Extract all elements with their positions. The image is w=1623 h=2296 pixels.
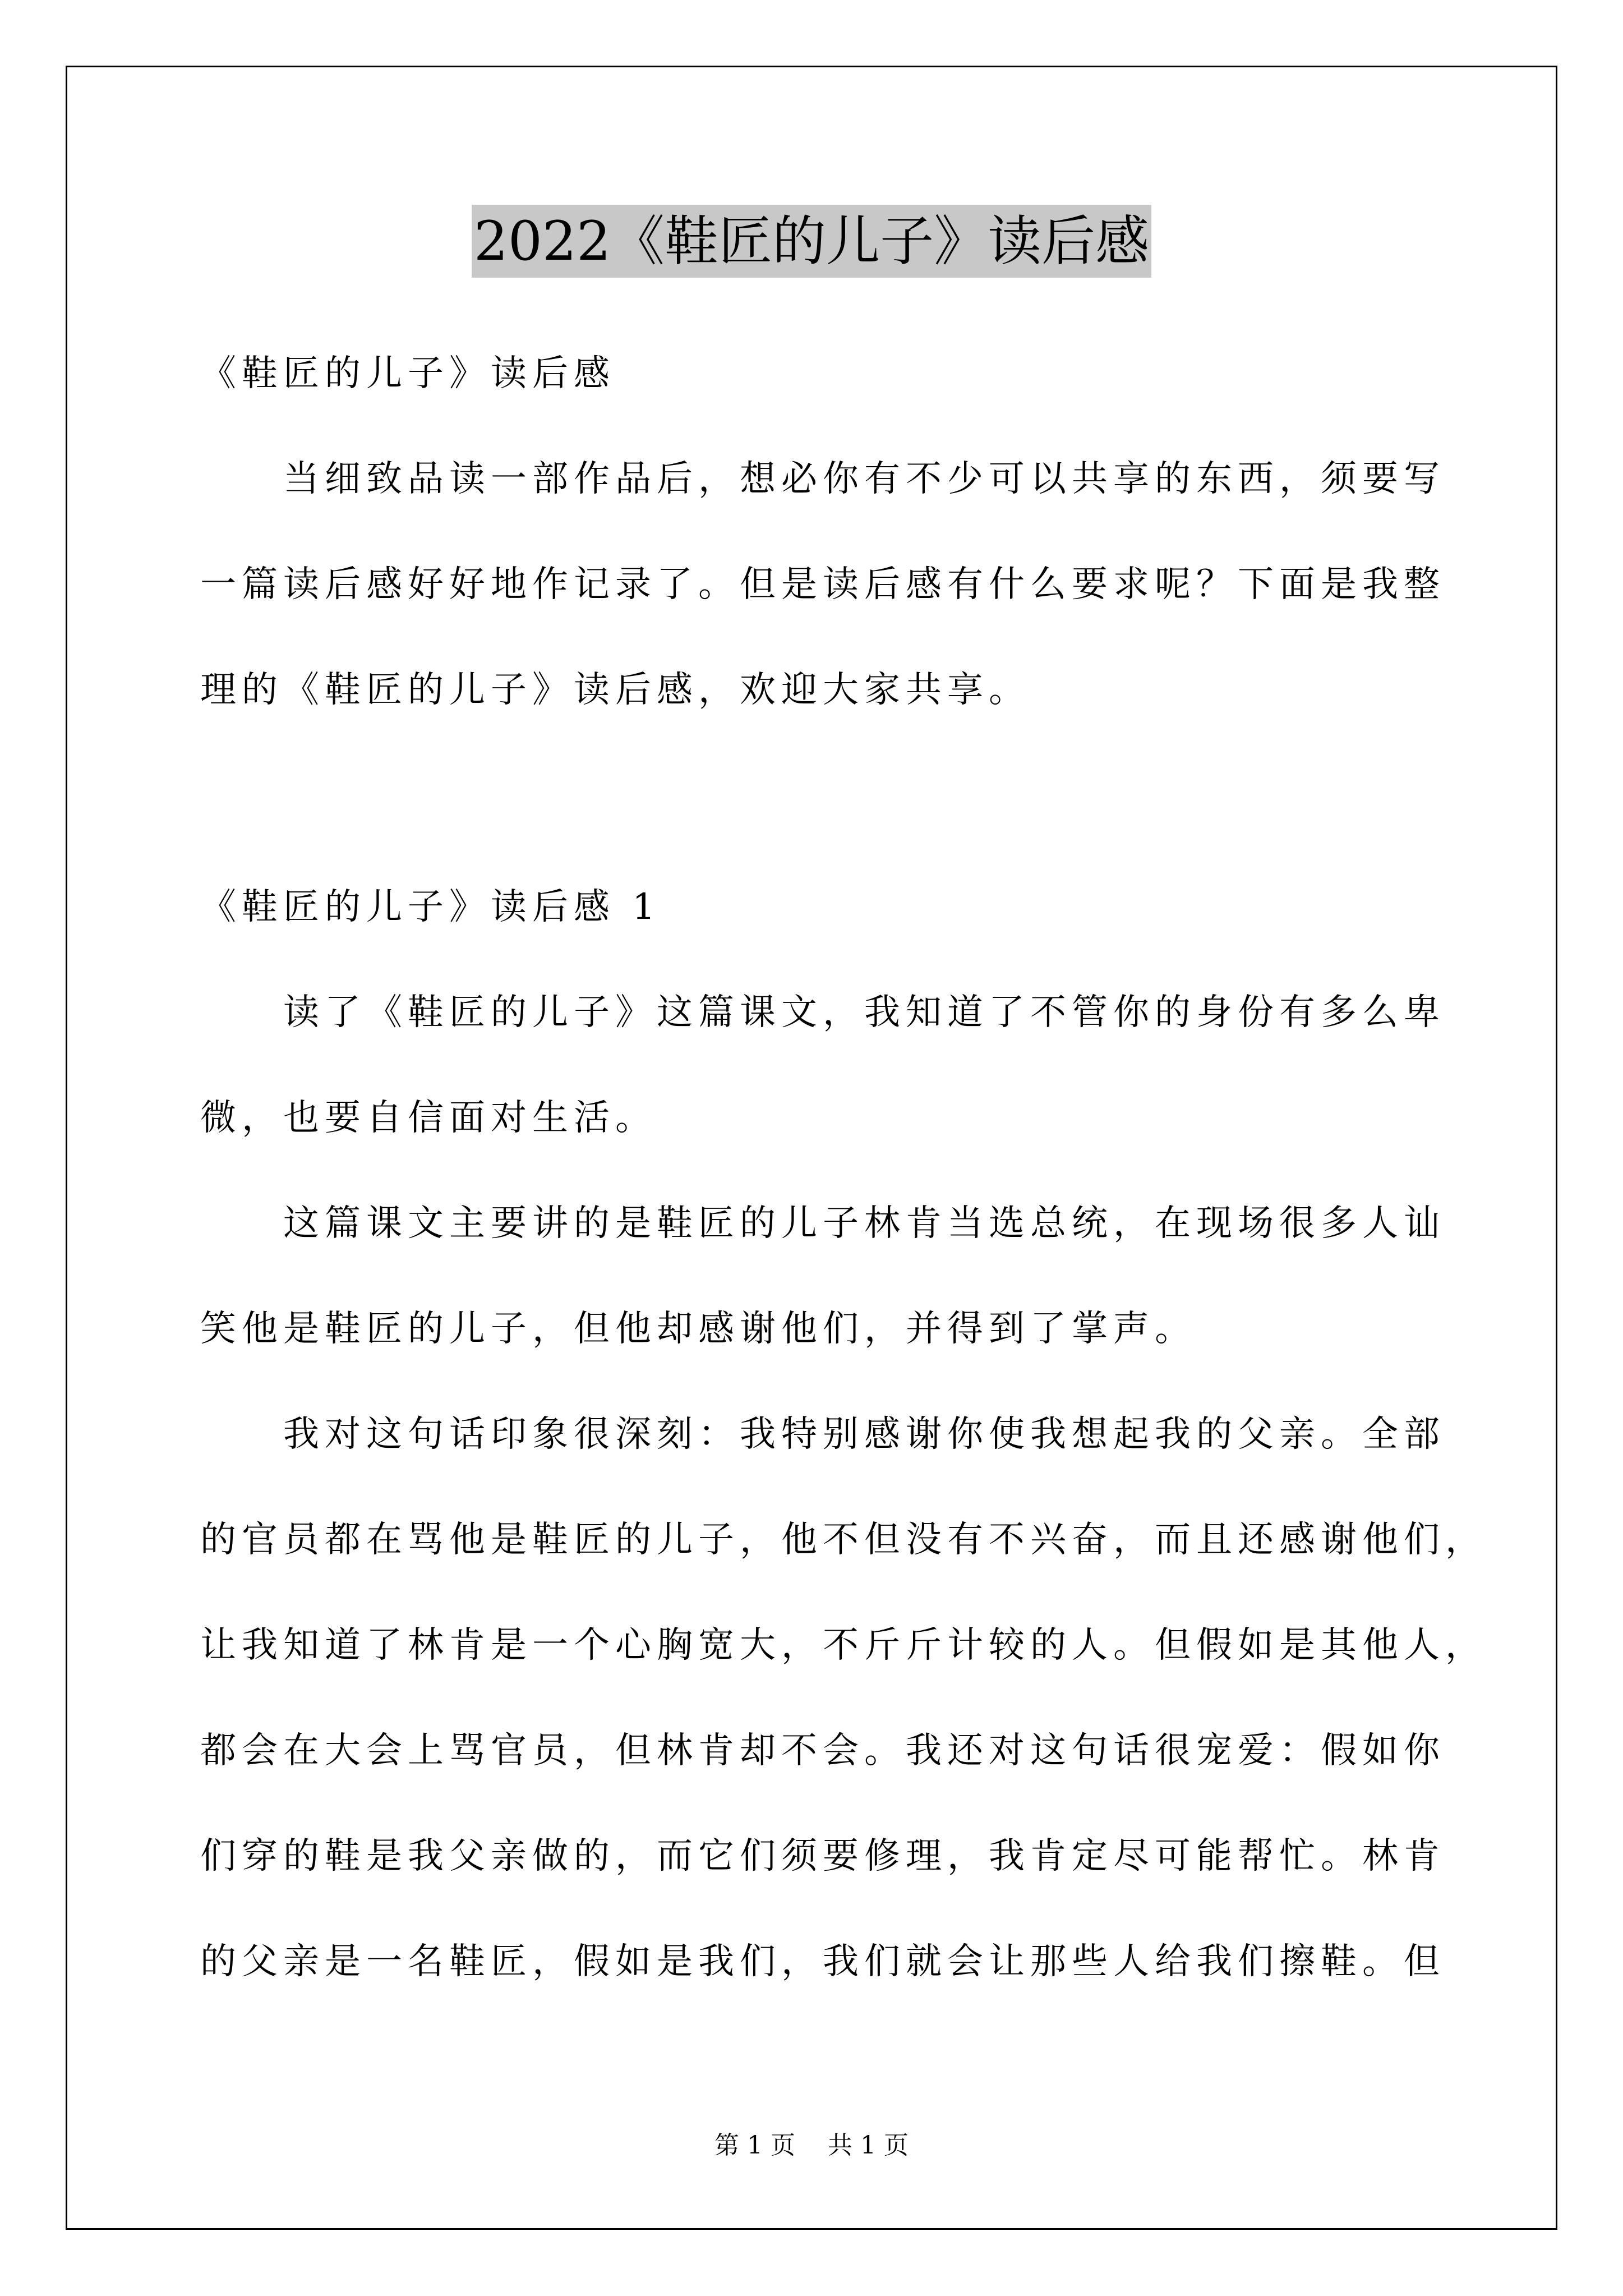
paragraph-line: 这篇课文主要讲的是鞋匠的儿子林肯当选总统，在现场很多人讪 [200,1203,1445,1244]
page-number-footer: 第 1 页 共 1 页 [714,2131,909,2160]
paragraph-line: 理的《鞋匠的儿子》读后感，欢迎大家共享。 [200,669,1030,711]
heading-intro: 《鞋匠的儿子》读后感 [200,353,615,394]
paragraph-line: 读了《鞋匠的儿子》这篇课文，我知道了不管你的身份有多么卑 [200,992,1445,1033]
paragraph-line: 的官员都在骂他是鞋匠的儿子，他不但没有不兴奋，而且还感谢他们， [200,1519,1487,1561]
document-title: 2022《鞋匠的儿子》读后感 [472,205,1151,278]
paragraph-line: 笑他是鞋匠的儿子，但他却感谢他们，并得到了掌声。 [200,1308,1196,1350]
paragraph-line: 都会在大会上骂官员，但林肯却不会。我还对这句话很宠爱：假如你 [200,1730,1445,1772]
title-container [0,205,1623,278]
heading-section-1: 《鞋匠的儿子》读后感 1 [200,886,661,928]
paragraph-line: 我对这句话印象很深刻：我特别感谢你使我想起我的父亲。全部 [200,1414,1445,1455]
paragraph-line: 微，也要自信面对生活。 [200,1097,657,1139]
paragraph-line: 当细致品读一部作品后，想必你有不少可以共享的东西，须要写 [200,458,1445,500]
paragraph-line: 们穿的鞋是我父亲做的，而它们须要修理，我肯定尽可能帮忙。林肯 [200,1835,1445,1877]
paragraph-line: 让我知道了林肯是一个心胸宽大，不斤斤计较的人。但假如是其他人， [200,1625,1487,1666]
paragraph-line: 一篇读后感好好地作记录了。但是读后感有什么要求呢？下面是我整 [200,564,1445,605]
paragraph-line: 的父亲是一名鞋匠，假如是我们，我们就会让那些人给我们擦鞋。但 [200,1941,1445,1982]
